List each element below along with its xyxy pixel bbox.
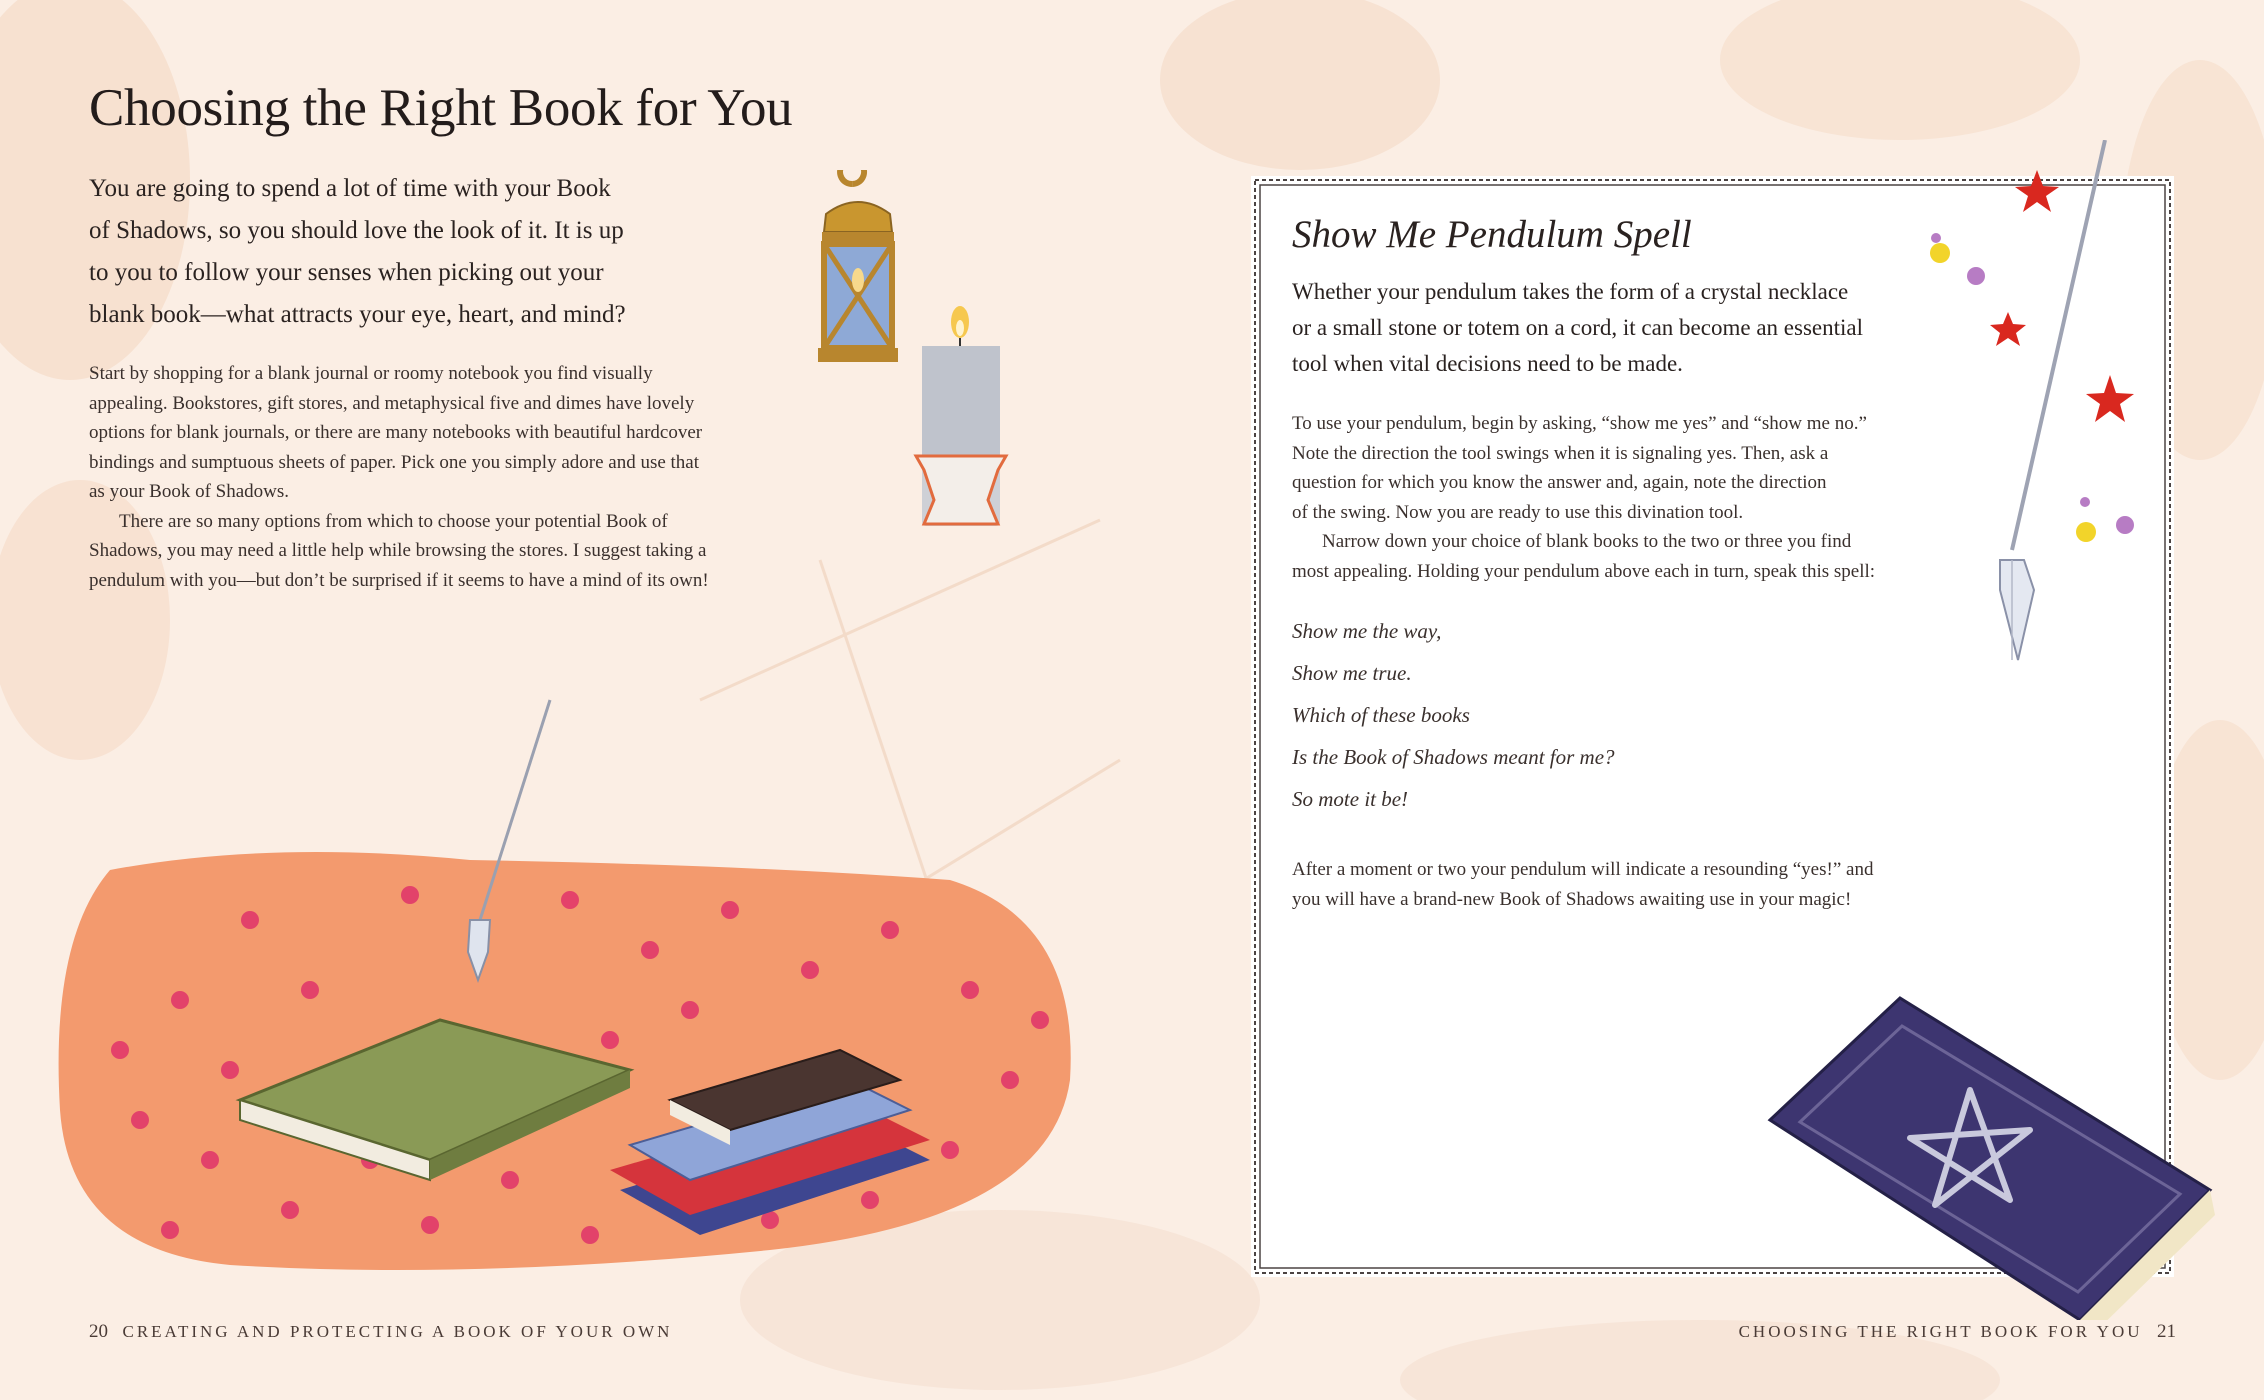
sidebar-intro (1292, 274, 1932, 382)
sidebar-closing-line: After a moment or two your pendulum will indicate a resounding “yes!” and (1292, 859, 1874, 880)
right-footer (1739, 1321, 2176, 1343)
sidebar-intro-line: Whether your pendulum takes the form of a crystal necklace (1292, 279, 1849, 304)
page-number-right: 21 (2157, 1321, 2176, 1342)
lantern-icon (818, 170, 898, 362)
chant-line: Show me the way, (1292, 619, 1442, 643)
body-line: Start by shopping for a blank journal or roomy notebook you find visually (89, 363, 653, 384)
body-line: options for blank journals, or there are many notebooks with beautiful hardcover (89, 422, 703, 443)
left-footer (89, 1321, 672, 1343)
sidebar-body-line: To use your pendulum, begin by asking, “show me yes” and “show me no.” (1292, 413, 1867, 434)
spell-chant (1292, 610, 1892, 820)
body-text (89, 359, 779, 595)
sidebar-closing (1292, 855, 1952, 914)
star-icons (1990, 170, 2134, 422)
sidebar-closing-line: you will have a brand-new Book of Shadows awaiting use in your magic! (1292, 888, 1852, 910)
pentacle-book-illustration (1760, 990, 2220, 1320)
running-head-left: CREATING AND PROTECTING A BOOK OF YOUR OWN (122, 1322, 673, 1341)
intro-line: to you to follow your senses when picking out your (89, 259, 604, 286)
page-number-left: 20 (89, 1321, 108, 1342)
paragraph-1 (89, 359, 779, 507)
body-line: There are so many options from which to choose your potential Book of (119, 510, 668, 532)
sidebar-paragraph-2 (1292, 527, 1952, 586)
lantern-candle-illustration (800, 170, 1020, 540)
paragraph-2 (89, 507, 779, 596)
sidebar-body-line: most appealing. Holding your pendulum above each in turn, speak this spell: (1292, 560, 1876, 582)
star-icon (2086, 375, 2134, 422)
sidebar-body-line: Narrow down your choice of blank books to the two or three you find (1322, 531, 1852, 552)
chant-line: Which of these books (1292, 703, 1470, 727)
star-icon (1990, 312, 2026, 346)
running-head-right: CHOOSING THE RIGHT BOOK FOR YOU (1738, 1322, 2143, 1341)
sidebar-title: Show Me Pendulum Spell (1292, 213, 1692, 256)
rug-books-illustration (50, 690, 1090, 1290)
sidebar-intro-line: or a small stone or totem on a cord, it can become an essential (1292, 315, 1863, 340)
sidebar-body-line: question for which you know the answer and, again, note the direction (1292, 472, 1827, 493)
chant-line: Show me true. (1292, 661, 1412, 685)
sidebar-body-line: Note the direction the tool swings when it is signaling yes. Then, ask a (1292, 442, 1829, 464)
sidebar-intro-line: tool when vital decisions need to be made. (1292, 351, 1683, 376)
sidebar-body-line: of the swing. Now you are ready to use this divination tool. (1292, 501, 1744, 523)
star-icon (2015, 170, 2059, 212)
page-title: Choosing the Right Book for You (89, 79, 793, 137)
pentacle-book-icon (1770, 998, 2215, 1320)
body-line: pendulum with you—but don’t be surprised if it seems to have a mind of its own! (89, 569, 709, 591)
chant-line: Is the Book of Shadows meant for me? (1292, 745, 1615, 769)
pendulum-stars-illustration (1920, 140, 2160, 720)
sparkle-dots (1930, 233, 2134, 542)
body-line: as your Book of Shadows. (89, 481, 290, 502)
body-line: appealing. Bookstores, gift stores, and metaphysical five and dimes have lovely (89, 392, 695, 414)
body-line: bindings and sumptuous sheets of paper. Pick one you simply adore and use that (89, 451, 700, 473)
body-line: Shadows, you may need a little help while browsing the stores. I suggest taking a (89, 540, 707, 561)
intro-text (89, 168, 709, 336)
sidebar-body (1292, 409, 1952, 586)
sidebar-paragraph-1 (1292, 409, 1952, 527)
intro-line: You are going to spend a lot of time with your Book (89, 175, 611, 202)
chant-line: So mote it be! (1292, 787, 1409, 811)
candle-icon (916, 306, 1006, 526)
pendulum-icon (2000, 140, 2105, 660)
intro-line: blank book—what attracts your eye, heart, and mind? (89, 301, 626, 328)
intro-line: of Shadows, so you should love the look of it. It is up (89, 217, 624, 244)
